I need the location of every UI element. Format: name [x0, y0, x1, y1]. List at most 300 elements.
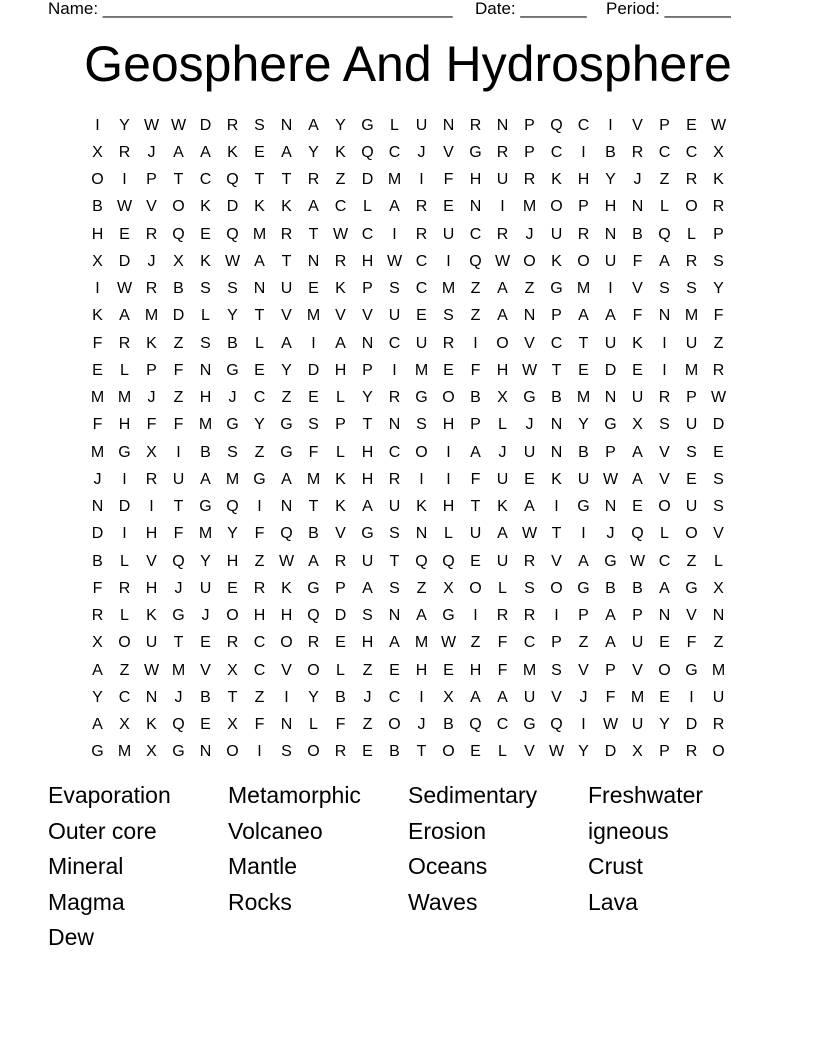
grid-letter[interactable]: P [146, 361, 157, 379]
grid-letter[interactable]: I [500, 198, 505, 216]
grid-letter[interactable]: P [578, 198, 589, 216]
grid-letter[interactable]: G [469, 143, 482, 161]
grid-letter[interactable]: P [362, 280, 373, 298]
grid-letter[interactable]: O [118, 634, 131, 652]
grid-letter[interactable]: T [389, 552, 400, 570]
grid-letter[interactable]: N [388, 607, 401, 625]
grid-letter[interactable]: K [335, 498, 346, 516]
grid-letter[interactable]: S [200, 280, 211, 298]
grid-letter[interactable]: Q [172, 716, 185, 734]
grid-letter[interactable]: S [389, 280, 400, 298]
grid-letter[interactable]: P [605, 443, 616, 461]
grid-letter[interactable]: J [147, 252, 156, 270]
grid-letter[interactable]: T [308, 498, 319, 516]
grid-letter[interactable]: Q [226, 171, 239, 189]
grid-letter[interactable]: Z [362, 661, 373, 679]
grid-letter[interactable]: N [388, 416, 401, 434]
grid-letter[interactable]: A [92, 716, 103, 734]
grid-letter[interactable]: V [200, 661, 211, 679]
grid-letter[interactable]: E [200, 634, 211, 652]
grid-letter[interactable]: U [604, 334, 617, 352]
grid-letter[interactable]: M [630, 688, 645, 706]
grid-letter[interactable]: Z [713, 634, 724, 652]
grid-letter[interactable]: G [280, 416, 293, 434]
grid-letter[interactable]: X [173, 252, 184, 270]
grid-letter[interactable]: G [280, 443, 293, 461]
grid-letter[interactable]: N [631, 198, 644, 216]
grid-letter[interactable]: F [605, 688, 616, 706]
grid-letter[interactable]: R [280, 225, 293, 243]
grid-letter[interactable]: Q [658, 225, 671, 243]
grid-letter[interactable]: H [496, 361, 509, 379]
grid-letter[interactable]: U [469, 525, 482, 543]
grid-letter[interactable]: Y [119, 116, 130, 134]
grid-letter[interactable]: N [361, 334, 374, 352]
grid-letter[interactable]: G [199, 498, 212, 516]
grid-letter[interactable]: P [551, 307, 562, 325]
grid-letter[interactable]: M [684, 361, 699, 379]
grid-letter[interactable]: S [713, 470, 724, 488]
grid-letter[interactable]: L [660, 198, 669, 216]
grid-letter[interactable]: Q [631, 525, 644, 543]
grid-letter[interactable]: G [604, 416, 617, 434]
grid-letter[interactable]: C [415, 280, 428, 298]
grid-letter[interactable]: J [525, 225, 534, 243]
grid-letter[interactable]: B [200, 443, 211, 461]
grid-letter[interactable]: U [712, 688, 725, 706]
grid-letter[interactable]: O [658, 661, 671, 679]
grid-letter[interactable]: K [281, 579, 292, 597]
grid-letter[interactable]: R [523, 552, 536, 570]
grid-letter[interactable]: G [118, 443, 131, 461]
grid-letter[interactable]: A [92, 661, 103, 679]
grid-letter[interactable]: A [605, 307, 616, 325]
grid-letter[interactable]: R [145, 470, 158, 488]
grid-letter[interactable]: E [578, 361, 589, 379]
grid-letter[interactable]: V [281, 307, 292, 325]
grid-letter[interactable]: F [92, 579, 103, 597]
grid-letter[interactable]: F [92, 334, 103, 352]
grid-letter[interactable]: W [494, 252, 511, 270]
grid-letter[interactable]: S [389, 579, 400, 597]
grid-letter[interactable]: A [659, 579, 670, 597]
grid-letter[interactable]: G [172, 607, 185, 625]
grid-letter[interactable]: N [712, 607, 725, 625]
letter-grid[interactable] [84, 112, 732, 766]
grid-letter[interactable]: S [713, 252, 724, 270]
grid-letter[interactable]: E [470, 743, 481, 761]
grid-letter[interactable]: W [116, 280, 133, 298]
grid-letter[interactable]: C [550, 334, 563, 352]
grid-letter[interactable]: M [90, 389, 105, 407]
grid-letter[interactable]: L [498, 416, 507, 434]
grid-letter[interactable]: F [443, 171, 454, 189]
grid-letter[interactable]: J [417, 143, 426, 161]
grid-letter[interactable]: E [200, 716, 211, 734]
grid-letter[interactable]: T [551, 361, 562, 379]
grid-letter[interactable]: B [443, 716, 454, 734]
grid-letter[interactable]: M [306, 470, 321, 488]
grid-letter[interactable]: I [257, 743, 262, 761]
grid-letter[interactable]: O [388, 716, 401, 734]
grid-letter[interactable]: G [685, 661, 698, 679]
grid-letter[interactable]: M [198, 416, 213, 434]
grid-letter[interactable]: T [173, 634, 184, 652]
grid-letter[interactable]: A [308, 116, 319, 134]
grid-letter[interactable]: C [361, 225, 374, 243]
grid-letter[interactable]: V [551, 688, 562, 706]
grid-letter[interactable]: V [146, 552, 157, 570]
grid-letter[interactable]: O [577, 252, 590, 270]
grid-letter[interactable]: H [280, 607, 293, 625]
grid-letter[interactable]: I [284, 688, 289, 706]
grid-letter[interactable]: M [576, 389, 591, 407]
grid-letter[interactable]: C [199, 171, 212, 189]
grid-letter[interactable]: Y [281, 361, 292, 379]
grid-letter[interactable]: Z [254, 552, 265, 570]
grid-letter[interactable]: I [122, 470, 127, 488]
grid-letter[interactable]: H [118, 416, 131, 434]
grid-letter[interactable]: A [470, 443, 481, 461]
grid-letter[interactable]: U [415, 334, 428, 352]
grid-letter[interactable]: Z [173, 389, 184, 407]
grid-letter[interactable]: E [254, 361, 265, 379]
grid-letter[interactable]: H [226, 552, 239, 570]
grid-letter[interactable]: E [632, 498, 643, 516]
grid-letter[interactable]: X [713, 579, 724, 597]
grid-letter[interactable]: Z [686, 552, 697, 570]
grid-letter[interactable]: J [201, 607, 210, 625]
grid-letter[interactable]: W [332, 225, 349, 243]
grid-letter[interactable]: R [577, 225, 590, 243]
grid-letter[interactable]: I [473, 607, 478, 625]
grid-letter[interactable]: Y [200, 552, 211, 570]
grid-letter[interactable]: A [632, 443, 643, 461]
grid-letter[interactable]: A [200, 143, 211, 161]
grid-letter[interactable]: Y [578, 416, 589, 434]
grid-letter[interactable]: N [91, 498, 104, 516]
grid-letter[interactable]: M [198, 525, 213, 543]
grid-letter[interactable]: J [174, 579, 183, 597]
grid-letter[interactable]: R [631, 143, 644, 161]
grid-letter[interactable]: V [686, 607, 697, 625]
grid-letter[interactable]: R [415, 198, 428, 216]
grid-letter[interactable]: F [470, 470, 481, 488]
grid-letter[interactable]: B [632, 579, 643, 597]
grid-letter[interactable]: V [524, 334, 535, 352]
grid-letter[interactable]: N [658, 307, 671, 325]
grid-letter[interactable]: K [335, 470, 346, 488]
grid-letter[interactable]: D [91, 525, 104, 543]
grid-letter[interactable]: F [254, 525, 265, 543]
grid-letter[interactable]: N [604, 225, 617, 243]
grid-letter[interactable]: Q [307, 607, 320, 625]
grid-letter[interactable]: M [90, 443, 105, 461]
grid-letter[interactable]: S [416, 416, 427, 434]
grid-letter[interactable]: Y [92, 688, 103, 706]
grid-letter[interactable]: K [335, 280, 346, 298]
grid-letter[interactable]: J [174, 688, 183, 706]
grid-letter[interactable]: V [335, 525, 346, 543]
grid-letter[interactable]: R [415, 225, 428, 243]
grid-letter[interactable]: F [497, 634, 508, 652]
grid-letter[interactable]: Y [659, 716, 670, 734]
grid-letter[interactable]: W [521, 361, 538, 379]
grid-letter[interactable]: D [604, 361, 617, 379]
grid-letter[interactable]: U [172, 470, 185, 488]
grid-letter[interactable]: H [415, 661, 428, 679]
grid-letter[interactable]: I [419, 688, 424, 706]
grid-letter[interactable]: D [118, 498, 131, 516]
grid-letter[interactable]: X [632, 743, 643, 761]
grid-letter[interactable]: L [363, 198, 372, 216]
grid-letter[interactable]: S [227, 280, 238, 298]
grid-letter[interactable]: X [146, 743, 157, 761]
grid-letter[interactable]: J [606, 525, 615, 543]
grid-letter[interactable]: A [524, 498, 535, 516]
grid-letter[interactable]: X [713, 143, 724, 161]
grid-letter[interactable]: T [308, 225, 319, 243]
grid-letter[interactable]: N [415, 525, 428, 543]
grid-letter[interactable]: B [335, 688, 346, 706]
grid-letter[interactable]: R [307, 171, 320, 189]
grid-letter[interactable]: P [551, 634, 562, 652]
grid-letter[interactable]: U [496, 470, 509, 488]
grid-letter[interactable]: W [170, 116, 187, 134]
grid-letter[interactable]: C [388, 334, 401, 352]
grid-letter[interactable]: I [662, 361, 667, 379]
grid-letter[interactable]: N [280, 716, 293, 734]
grid-letter[interactable]: L [201, 307, 210, 325]
grid-letter[interactable]: R [118, 143, 131, 161]
grid-letter[interactable]: C [658, 552, 671, 570]
grid-letter[interactable]: K [497, 498, 508, 516]
grid-letter[interactable]: E [443, 661, 454, 679]
grid-letter[interactable]: I [419, 171, 424, 189]
grid-letter[interactable]: Z [173, 334, 184, 352]
grid-letter[interactable]: K [713, 171, 724, 189]
grid-letter[interactable]: A [578, 552, 589, 570]
grid-letter[interactable]: H [145, 579, 158, 597]
grid-letter[interactable]: O [685, 525, 698, 543]
grid-letter[interactable]: U [685, 334, 698, 352]
grid-letter[interactable]: L [120, 552, 129, 570]
grid-letter[interactable]: E [686, 470, 697, 488]
grid-letter[interactable]: Q [550, 716, 563, 734]
grid-letter[interactable]: C [658, 143, 671, 161]
grid-letter[interactable]: E [443, 198, 454, 216]
grid-letter[interactable]: H [604, 198, 617, 216]
grid-letter[interactable]: J [525, 416, 534, 434]
grid-letter[interactable]: A [497, 280, 508, 298]
grid-letter[interactable]: K [200, 252, 211, 270]
grid-letter[interactable]: N [496, 116, 509, 134]
grid-letter[interactable]: I [257, 498, 262, 516]
grid-letter[interactable]: B [200, 688, 211, 706]
grid-letter[interactable]: V [632, 661, 643, 679]
grid-letter[interactable]: H [361, 443, 374, 461]
grid-letter[interactable]: N [469, 198, 482, 216]
grid-letter[interactable]: I [446, 443, 451, 461]
grid-letter[interactable]: K [200, 198, 211, 216]
grid-letter[interactable]: V [659, 470, 670, 488]
grid-letter[interactable]: L [714, 552, 723, 570]
grid-letter[interactable]: A [308, 198, 319, 216]
grid-letter[interactable]: G [685, 579, 698, 597]
grid-letter[interactable]: A [416, 607, 427, 625]
grid-letter[interactable]: F [92, 416, 103, 434]
grid-letter[interactable]: U [496, 552, 509, 570]
grid-letter[interactable]: R [253, 579, 266, 597]
grid-letter[interactable]: F [470, 361, 481, 379]
grid-letter[interactable]: E [659, 634, 670, 652]
grid-letter[interactable]: L [336, 661, 345, 679]
grid-letter[interactable]: F [335, 716, 346, 734]
grid-letter[interactable]: L [498, 743, 507, 761]
grid-letter[interactable]: E [443, 361, 454, 379]
grid-letter[interactable]: X [92, 634, 103, 652]
grid-letter[interactable]: J [147, 143, 156, 161]
grid-letter[interactable]: A [497, 525, 508, 543]
grid-letter[interactable]: B [92, 198, 103, 216]
grid-letter[interactable]: P [632, 607, 643, 625]
grid-letter[interactable]: Y [227, 307, 238, 325]
grid-letter[interactable]: U [388, 307, 401, 325]
grid-letter[interactable]: K [281, 198, 292, 216]
grid-letter[interactable]: A [389, 634, 400, 652]
grid-letter[interactable]: C [334, 198, 347, 216]
grid-letter[interactable]: V [443, 143, 454, 161]
grid-letter[interactable]: A [200, 470, 211, 488]
grid-letter[interactable]: I [392, 361, 397, 379]
grid-letter[interactable]: R [469, 116, 482, 134]
grid-letter[interactable]: U [550, 225, 563, 243]
grid-letter[interactable]: A [497, 688, 508, 706]
grid-letter[interactable]: A [173, 143, 184, 161]
grid-letter[interactable]: U [604, 252, 617, 270]
grid-letter[interactable]: C [469, 225, 482, 243]
grid-letter[interactable]: M [387, 171, 402, 189]
grid-letter[interactable]: P [362, 361, 373, 379]
grid-letter[interactable]: A [497, 307, 508, 325]
grid-letter[interactable]: H [145, 525, 158, 543]
grid-letter[interactable]: I [446, 470, 451, 488]
grid-letter[interactable]: O [496, 334, 509, 352]
grid-letter[interactable]: N [550, 443, 563, 461]
grid-letter[interactable]: S [308, 416, 319, 434]
grid-letter[interactable]: A [362, 579, 373, 597]
grid-letter[interactable]: O [550, 198, 563, 216]
grid-letter[interactable]: N [253, 280, 266, 298]
grid-letter[interactable]: A [659, 252, 670, 270]
grid-letter[interactable]: C [388, 688, 401, 706]
grid-letter[interactable]: I [554, 607, 559, 625]
grid-letter[interactable]: R [334, 252, 347, 270]
grid-letter[interactable]: T [254, 171, 265, 189]
grid-letter[interactable]: R [145, 280, 158, 298]
grid-letter[interactable]: O [442, 389, 455, 407]
grid-letter[interactable]: P [524, 143, 535, 161]
date-field[interactable]: Date: _______ [475, 0, 587, 18]
grid-letter[interactable]: M [306, 307, 321, 325]
grid-letter[interactable]: M [225, 470, 240, 488]
grid-letter[interactable]: I [419, 470, 424, 488]
grid-letter[interactable]: G [361, 116, 374, 134]
grid-letter[interactable]: N [280, 116, 293, 134]
grid-letter[interactable]: W [521, 525, 538, 543]
grid-letter[interactable]: U [361, 552, 374, 570]
grid-letter[interactable]: J [93, 470, 102, 488]
grid-letter[interactable]: K [416, 498, 427, 516]
grid-letter[interactable]: A [281, 143, 292, 161]
grid-letter[interactable]: F [173, 416, 184, 434]
grid-letter[interactable]: M [522, 661, 537, 679]
grid-letter[interactable]: P [335, 579, 346, 597]
grid-letter[interactable]: U [631, 716, 644, 734]
grid-letter[interactable]: J [633, 171, 642, 189]
grid-letter[interactable]: P [686, 389, 697, 407]
grid-letter[interactable]: T [578, 334, 589, 352]
grid-letter[interactable]: U [199, 579, 212, 597]
grid-letter[interactable]: E [362, 743, 373, 761]
grid-letter[interactable]: Z [659, 171, 670, 189]
grid-letter[interactable]: J [579, 688, 588, 706]
grid-letter[interactable]: O [307, 743, 320, 761]
grid-letter[interactable]: H [469, 661, 482, 679]
grid-letter[interactable]: T [551, 525, 562, 543]
grid-letter[interactable]: U [685, 498, 698, 516]
grid-letter[interactable]: H [442, 498, 455, 516]
grid-letter[interactable]: E [335, 634, 346, 652]
grid-letter[interactable]: F [632, 307, 643, 325]
grid-letter[interactable]: T [227, 688, 238, 706]
grid-letter[interactable]: V [524, 743, 535, 761]
grid-letter[interactable]: J [417, 716, 426, 734]
grid-letter[interactable]: D [199, 116, 212, 134]
grid-letter[interactable]: X [92, 252, 103, 270]
grid-letter[interactable]: P [524, 116, 535, 134]
grid-letter[interactable]: O [280, 634, 293, 652]
grid-letter[interactable]: T [281, 252, 292, 270]
grid-letter[interactable]: G [172, 743, 185, 761]
grid-letter[interactable]: R [118, 579, 131, 597]
grid-letter[interactable]: S [659, 280, 670, 298]
grid-letter[interactable]: U [577, 470, 590, 488]
grid-letter[interactable]: R [685, 743, 698, 761]
grid-letter[interactable]: A [389, 198, 400, 216]
grid-letter[interactable]: V [713, 525, 724, 543]
grid-letter[interactable]: V [551, 552, 562, 570]
grid-letter[interactable]: Z [254, 688, 265, 706]
grid-letter[interactable]: L [336, 443, 345, 461]
grid-letter[interactable]: M [171, 661, 186, 679]
grid-letter[interactable]: V [362, 307, 373, 325]
grid-letter[interactable]: O [91, 171, 104, 189]
grid-letter[interactable]: Q [469, 252, 482, 270]
grid-letter[interactable]: A [119, 307, 130, 325]
grid-letter[interactable]: J [498, 443, 507, 461]
grid-letter[interactable]: R [307, 634, 320, 652]
grid-letter[interactable]: N [145, 688, 158, 706]
grid-letter[interactable]: B [632, 225, 643, 243]
grid-letter[interactable]: D [685, 716, 698, 734]
grid-letter[interactable]: M [414, 361, 429, 379]
grid-letter[interactable]: F [173, 525, 184, 543]
grid-letter[interactable]: S [551, 661, 562, 679]
grid-letter[interactable]: G [577, 498, 590, 516]
grid-letter[interactable]: V [146, 198, 157, 216]
grid-letter[interactable]: Q [550, 116, 563, 134]
